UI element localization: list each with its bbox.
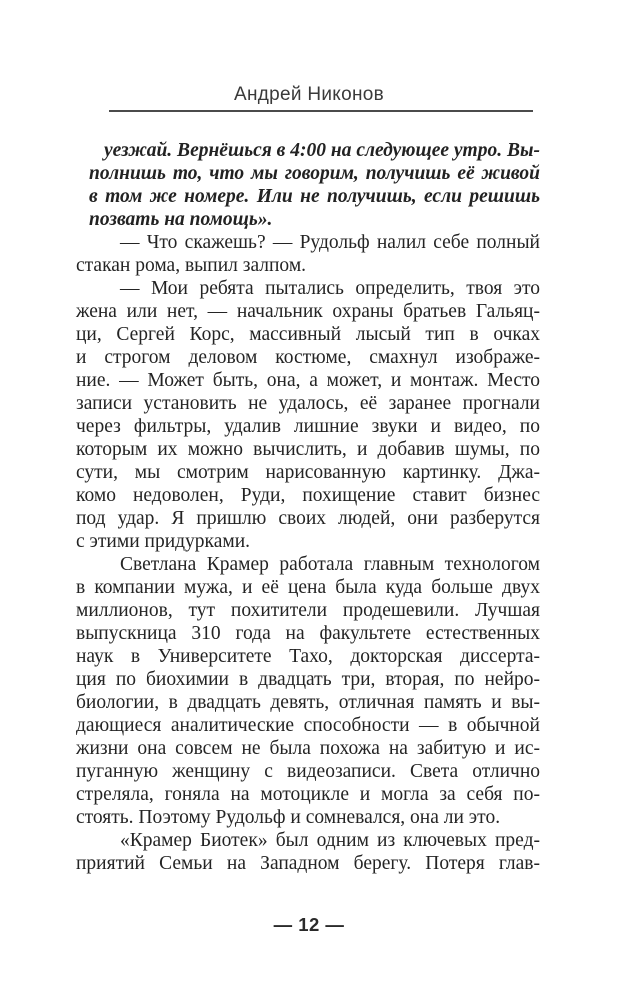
page-number: — 12 — xyxy=(273,914,345,935)
text-line: выпускница 310 года на факультете естественных xyxy=(76,623,540,644)
text-line: в компании мужа, и её цена была куда больше двух xyxy=(76,577,540,598)
text-line: миллионов, тут похитители продешевили. Лучшая xyxy=(76,600,540,621)
text-block xyxy=(76,139,540,875)
header-rule xyxy=(109,110,533,112)
text-line: наук в Университете Тахо, докторская диссерта- xyxy=(76,646,540,667)
paragraph-quote xyxy=(89,139,540,231)
text-line: уезжай. Вернёшься в 4:00 на следующее утро. Вы- xyxy=(104,140,541,161)
text-line: пуганную женщину с видеозаписи. Света отлично xyxy=(76,761,540,782)
text-line: через фильтры, удалив лишние звуки и видео, по xyxy=(76,416,540,437)
running-header-author: Андрей Никонов xyxy=(233,84,385,105)
text-line: которым их можно вычислить, и добавив шумы, по xyxy=(76,439,540,460)
text-line: — Мои ребята пытались определить, твоя это xyxy=(120,278,540,299)
text-line: в том же номере. Или не получишь, если решишь xyxy=(89,186,540,207)
paragraph-narrative xyxy=(76,829,540,875)
text-line: жена или нет, — начальник охраны братьев Гальяц- xyxy=(76,301,540,322)
text-line: стоять. Поэтому Рудольф и сомневался, она ли это. xyxy=(76,807,501,828)
text-line: и строгом деловом костюме, смахнул изображе- xyxy=(76,347,540,368)
text-line: — Что скажешь? — Рудольф налил себе полный xyxy=(120,232,540,253)
text-line: жизни она совсем не была похожа на забитую и ис- xyxy=(76,738,540,759)
text-line: стакан рома, выпил залпом. xyxy=(76,255,307,276)
paragraph-dialogue xyxy=(76,277,540,553)
page-footer xyxy=(0,914,618,936)
text-line: ние. — Может быть, она, а может, и монтаж. Место xyxy=(76,370,540,391)
paragraph-dialogue xyxy=(76,231,540,277)
text-line: «Крамер Биотек» был одним из ключевых пред- xyxy=(120,830,540,851)
text-line: биологии, в двадцать девять, отличная память и вы- xyxy=(76,692,540,713)
text-line: дающиеся аналитические способности — в обычной xyxy=(76,715,540,736)
text-line: сути, мы смотрим нарисованную картинку. Джа- xyxy=(76,462,540,483)
text-line: под удар. Я пришлю своих людей, они разберутся xyxy=(76,508,540,529)
text-line: стреляла, гоняла на мотоцикле и могла за себя по- xyxy=(76,784,540,805)
text-line: приятий Семьи на Западном берегу. Потеря глав- xyxy=(76,853,540,874)
text-line: записи установить не удалось, её заранее прогнали xyxy=(76,393,540,414)
text-line: позвать на помощь». xyxy=(89,209,273,230)
text-line: ци, Сергей Корс, массивный лысый тип в очках xyxy=(76,324,540,345)
text-line: с этими придурками. xyxy=(76,531,251,552)
text-line: комо недоволен, Руди, похищение ставит бизнес xyxy=(76,485,540,506)
text-line: Светлана Крамер работала главным технологом xyxy=(120,554,540,575)
paragraph-narrative xyxy=(76,553,540,829)
text-line: полнишь то, что мы говорим, получишь её живой xyxy=(89,163,540,184)
text-line: ция по биохимии в двадцать три, вторая, по нейро- xyxy=(76,669,540,690)
